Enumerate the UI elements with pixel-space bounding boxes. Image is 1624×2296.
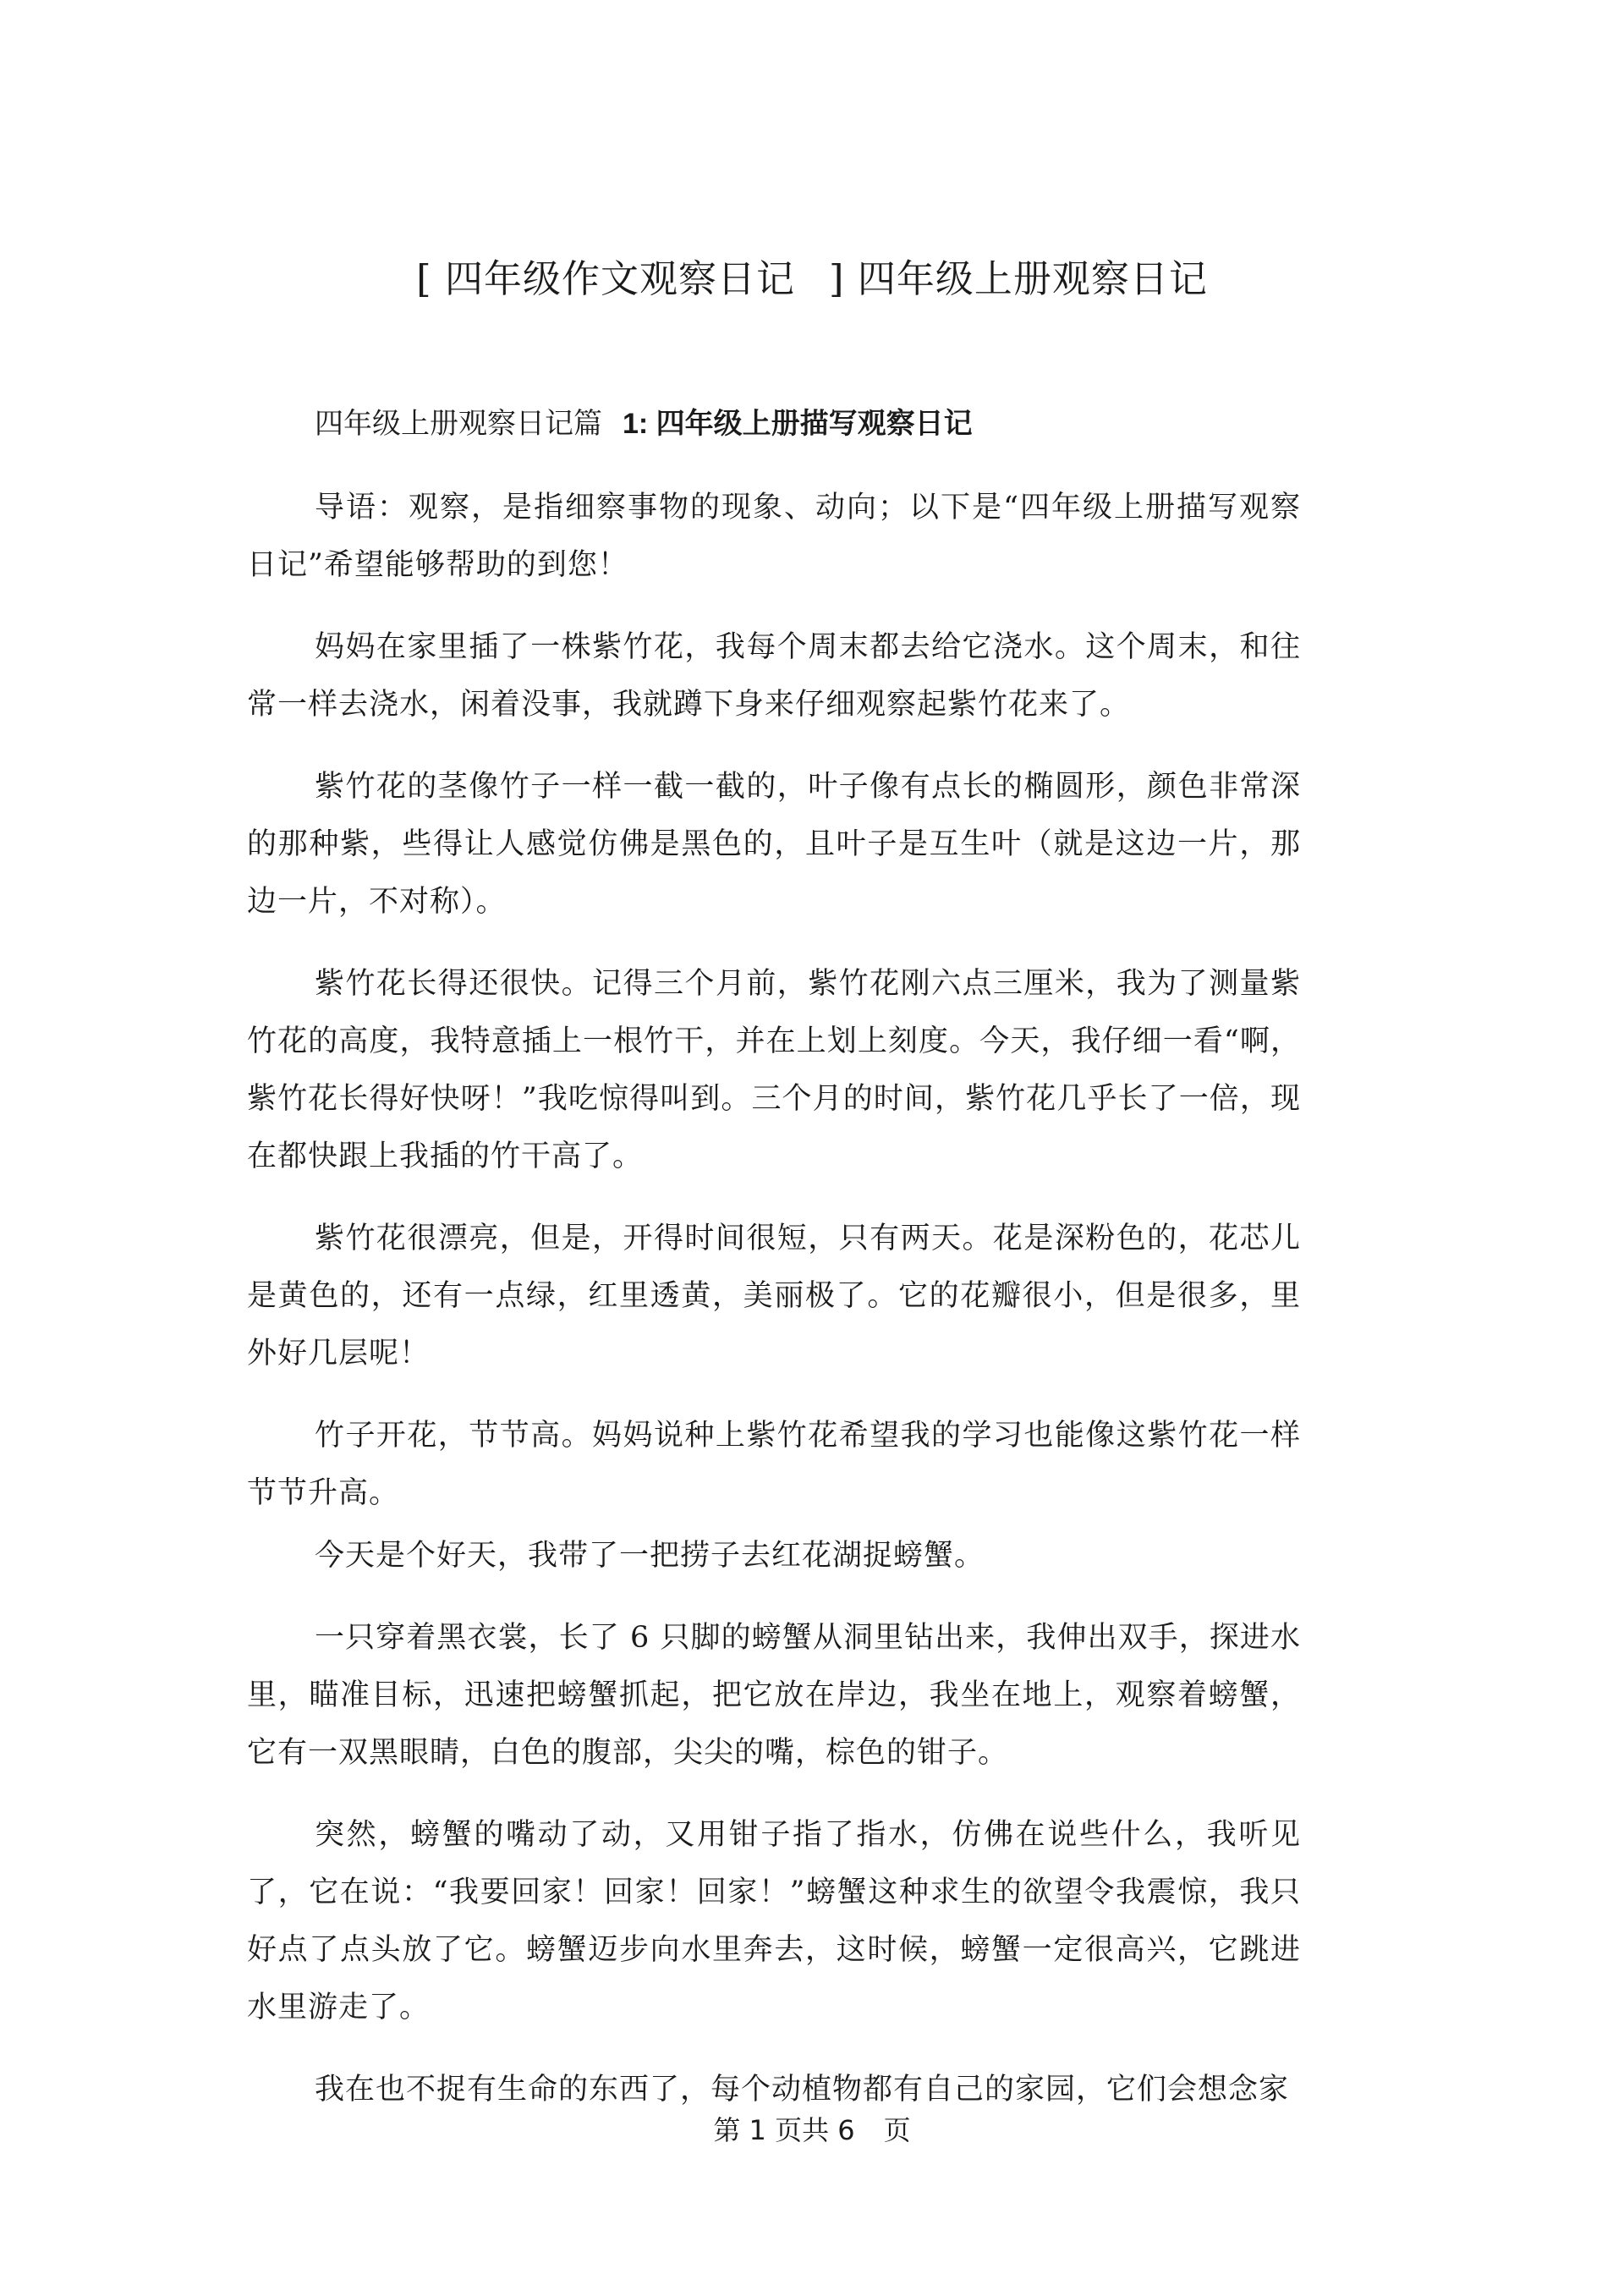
paragraph-intro: 导语：观察，是指细察事物的现象、动向；以下是“四年级上册描写观察日记”希望能够帮助的到您！ bbox=[247, 491, 1301, 582]
page-number-suffix: 页 bbox=[883, 2114, 911, 2146]
section-heading-text: 四年级上册观察日记篇 bbox=[315, 407, 602, 441]
paragraph-9: 我在也不捉有生命的东西了，每个动植物都有自己的家园，它们会想念家 bbox=[315, 2073, 1290, 2106]
page-number-text: 第 1 页共 6 bbox=[713, 2114, 855, 2146]
paragraph-1: 妈妈在家里插了一株紫竹花，我每个周末都去给它浇水。这个周末，和往常一样去浇水，闲着没事，我就蹲下身来仔细观察起紫竹花来了。 bbox=[247, 630, 1301, 722]
paragraph-3: 紫竹花长得还很快。记得三个月前，紫竹花刚六点三厘米，我为了测量紫竹花的高度，我特意插上一根竹干，并在上划上刻度。今天，我仔细一看“啊，紫竹花长得好快呀！”我吃惊得叫到。三个月的时间，紫竹花几乎长了一倍，现在都快跟上我插的竹干高了。 bbox=[247, 967, 1301, 1173]
title-part-2: ] 四年级上册观察日记 bbox=[829, 256, 1208, 301]
paragraph-4: 紫竹花很漂亮，但是，开得时间很短，只有两天。花是深粉色的，花芯儿是黄色的，还有一点绿，红里透黄，美丽极了。它的花瓣很小，但是很多，里外好几层呢！ bbox=[247, 1222, 1301, 1370]
section-heading bbox=[315, 404, 973, 443]
page-footer bbox=[0, 2112, 1624, 2148]
paragraph-8: 突然，螃蟹的嘴动了动，又用钳子指了指水，仿佛在说些什么，我听见了，它在说：“我要回家！回家！回家！”螃蟹这种求生的欲望令我震惊，我只好点了点头放了它。螃蟹迈步向水里奔去，这时候，螃蟹一定很高兴，它跳进水里游走了。 bbox=[247, 1818, 1301, 2024]
section-heading-number: 1: 四年级上册描写观察日记 bbox=[623, 408, 973, 440]
paragraph-6: 今天是个好天，我带了一把捞子去红花湖捉螃蟹。 bbox=[315, 1539, 985, 1573]
paragraph-2: 紫竹花的茎像竹子一样一截一截的，叶子像有点长的椭圆形，颜色非常深的那种紫，些得让人感觉仿佛是黑色的，且叶子是互生叶（就是这边一片，那边一片，不对称）。 bbox=[247, 770, 1301, 919]
title-part-1: [ 四年级作文观察日记 bbox=[416, 256, 795, 301]
paragraph-5: 竹子开花，节节高。妈妈说种上紫竹花希望我的学习也能像这紫竹花一样节节升高。 bbox=[247, 1419, 1301, 1510]
document-body bbox=[247, 479, 1301, 2143]
document-title bbox=[0, 254, 1624, 305]
paragraph-7: 一只穿着黑衣裳，长了 6 只脚的螃蟹从洞里钻出来，我伸出双手，探进水里，瞄准目标，迅速把螃蟹抓起，把它放在岸边，我坐在地上，观察着螃蟹，它有一双黑眼睛，白色的腹部，尖尖的嘴，棕色的钳子。 bbox=[247, 1621, 1301, 1770]
